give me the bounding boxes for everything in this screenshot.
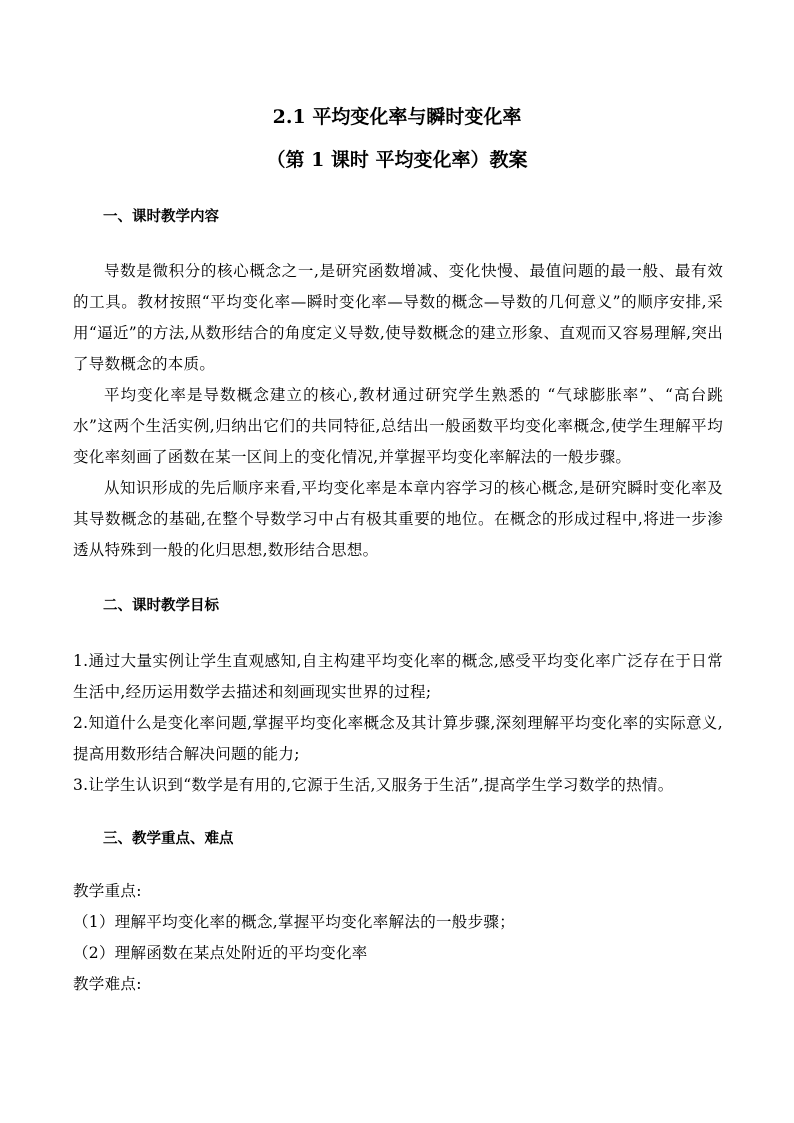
list-item: （1）理解平均变化率的概念,掌握平均变化率解法的一般步骤； [73,913,515,931]
paragraph: 平均变化率是导数概念建立的核心,教材通过研究学生熟悉的 “气球膨胀率”、“高台跳水”这两个生活实例,归纳出它们的共同特征,总结出一般函数平均变化率概念,使学生理解平均变化率刻画了函数在某一区间上的变化情况,并掌握平均变化率解法的一般步骤。 [73,386,723,466]
key-points-label: 教学重点: [73,882,142,900]
document-subtitle: （第 1 课时 平均变化率）教案 [266,149,528,171]
document-title: 2.1 平均变化率与瞬时变化率 [272,106,522,128]
key-difficult-body [73,876,723,1000]
list-item: 2.知道什么是变化率问题,掌握平均变化率概念及其计算步骤,深刻理解平均变化率的实际意义,提高用数形结合解决问题的能力; [73,714,723,763]
paragraph: 从知识形成的先后顺序来看,平均变化率是本章内容学习的核心概念,是研究瞬时变化率及其导数概念的基础,在整个导数学习中占有极其重要的地位。在概念的形成过程中,将进一步渗透从特殊到一般的化归思想,数形结合思想。 [73,479,723,559]
section-content-body [73,256,723,566]
goals-list [73,646,723,801]
list-item: 1.通过大量实例让学生直观感知,自主构建平均变化率的概念,感受平均变化率广泛存在于日常生活中,经历运用数学去描述和刻画现实世界的过程; [73,652,723,701]
paragraph: 导数是微积分的核心概念之一,是研究函数增减、变化快慢、最值问题的最一般、最有效的工具。教材按照“平均变化率—瞬时变化率—导数的概念—导数的几何意义”的顺序安排,采用“逼近”的方法,从数形结合的角度定义导数,使导数概念的建立形象、直观而又容易理解,突出了导数概念的本质。 [73,262,723,373]
list-item: 3.让学生认识到“数学是有用的,它源于生活,又服务于生活”,提高学生学习数学的热情。 [73,776,674,794]
section-heading-goals: 二、课时教学目标 [103,597,219,614]
section-heading-key-difficult: 三、教学重点、难点 [103,830,234,847]
section-heading-content: 一、课时教学内容 [103,208,219,225]
list-item: （2）理解函数在某点处附近的平均变化率 [73,944,368,962]
difficulties-label: 教学难点: [73,975,142,993]
